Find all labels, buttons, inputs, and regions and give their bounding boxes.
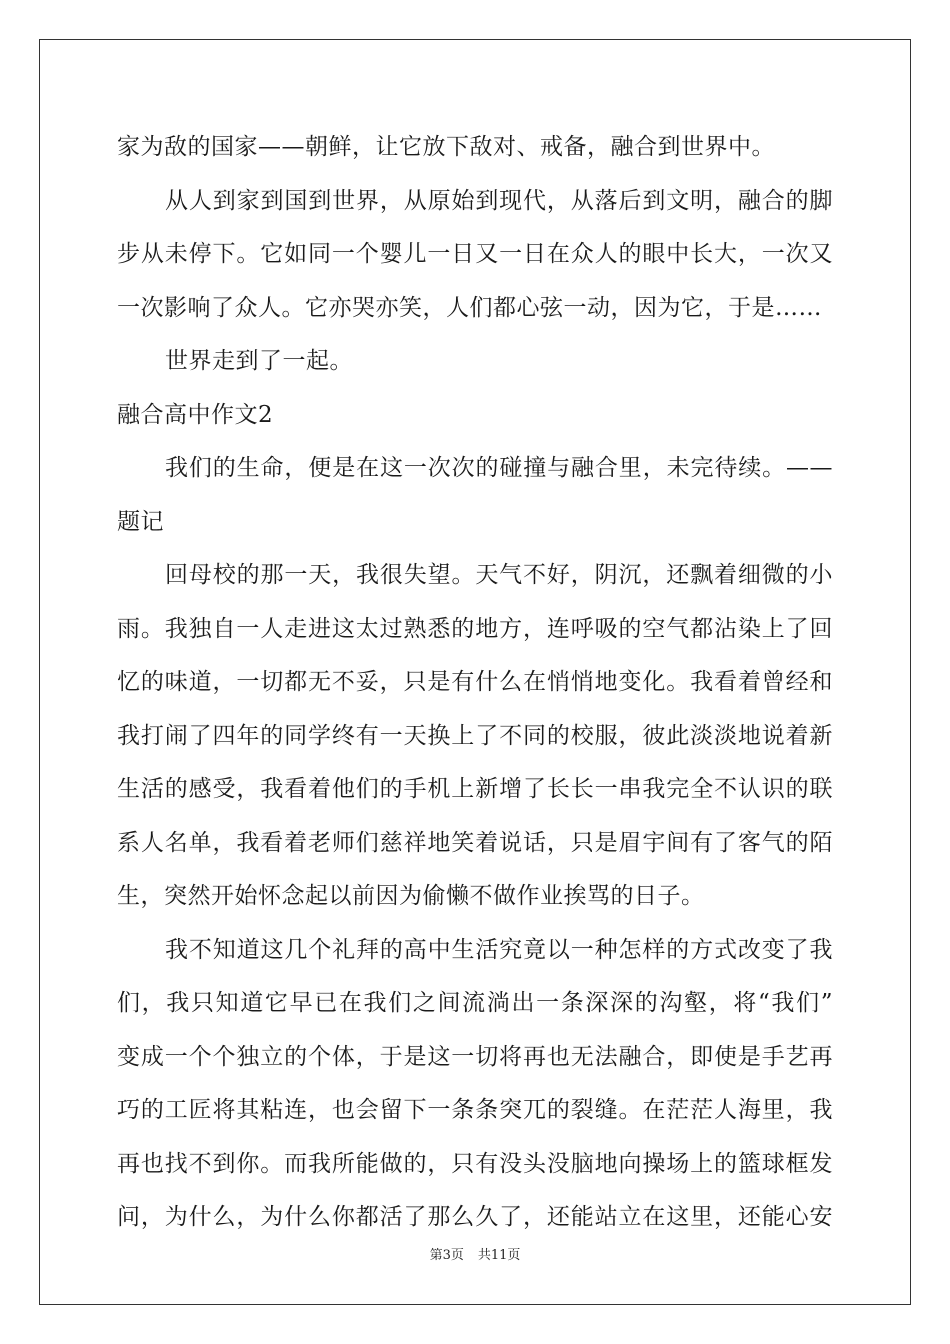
- text-line: 题记: [117, 508, 164, 535]
- text-line: 系人名单，我看着老师们慈祥地笑着说话，只是眉宇间有了客气的陌: [117, 829, 833, 856]
- text-line: 我打闹了四年的同学终有一天换上了不同的校服，彼此淡淡地说着新: [117, 722, 833, 749]
- page-total: 共11页: [477, 1248, 521, 1263]
- text-line: 们，我只知道它早已在我们之间流淌出一条深深的沟壑，将“我们”: [117, 990, 833, 1016]
- text-line: 生，突然开始怀念起以前因为偷懒不做作业挨骂的日子。: [117, 883, 705, 909]
- text-line: 家为敌的国家——朝鲜，让它放下敌对、戒备，融合到世界中。: [117, 134, 775, 160]
- text-line: 巧的工匠将其粘连，也会留下一条条突兀的裂缝。在茫茫人海里，我: [117, 1097, 833, 1123]
- text-line: 回母校的那一天，我很失望。天气不好，阴沉，还飘着细微的小: [165, 562, 833, 588]
- text-line: 生活的感受，我看着他们的手机上新增了长长一串我完全不认识的联: [117, 776, 833, 802]
- text-line: 从人到家到国到世界，从原始到现代，从落后到文明，融合的脚: [165, 187, 833, 214]
- section-heading: 融合高中作文2: [117, 401, 274, 428]
- text-line: 再也找不到你。而我所能做的，只有没头没脑地向操场上的篮球框发: [117, 1150, 833, 1177]
- text-line: 我不知道这几个礼拜的高中生活究竟以一种怎样的方式改变了我: [165, 936, 833, 963]
- page-footer: [0, 1247, 950, 1265]
- text-line: 步从未停下。它如同一个婴儿一日又一日在众人的眼中长大，一次又: [117, 241, 833, 267]
- page-number: 第3页: [429, 1248, 464, 1263]
- text-line: 变成一个个独立的个体，于是这一切将再也无法融合，即使是手艺再: [117, 1043, 833, 1070]
- text-line: 雨。我独自一人走进这太过熟悉的地方，连呼吸的空气都沾染上了回: [117, 615, 833, 642]
- text-line: 一次影响了众人。它亦哭亦笑，人们都心弦一动，因为它，于是……: [117, 294, 822, 321]
- text-line: 我们的生命，便是在这一次次的碰撞与融合里，未完待续。——: [165, 455, 833, 481]
- document-body: [117, 127, 833, 1251]
- text-line: 世界走到了一起。: [165, 348, 353, 374]
- text-line: 问，为什么，为什么你都活了那么久了，还能站立在这里，还能心安: [117, 1204, 833, 1230]
- text-line: 忆的味道，一切都无不妥，只是有什么在悄悄地变化。我看着曾经和: [117, 669, 833, 695]
